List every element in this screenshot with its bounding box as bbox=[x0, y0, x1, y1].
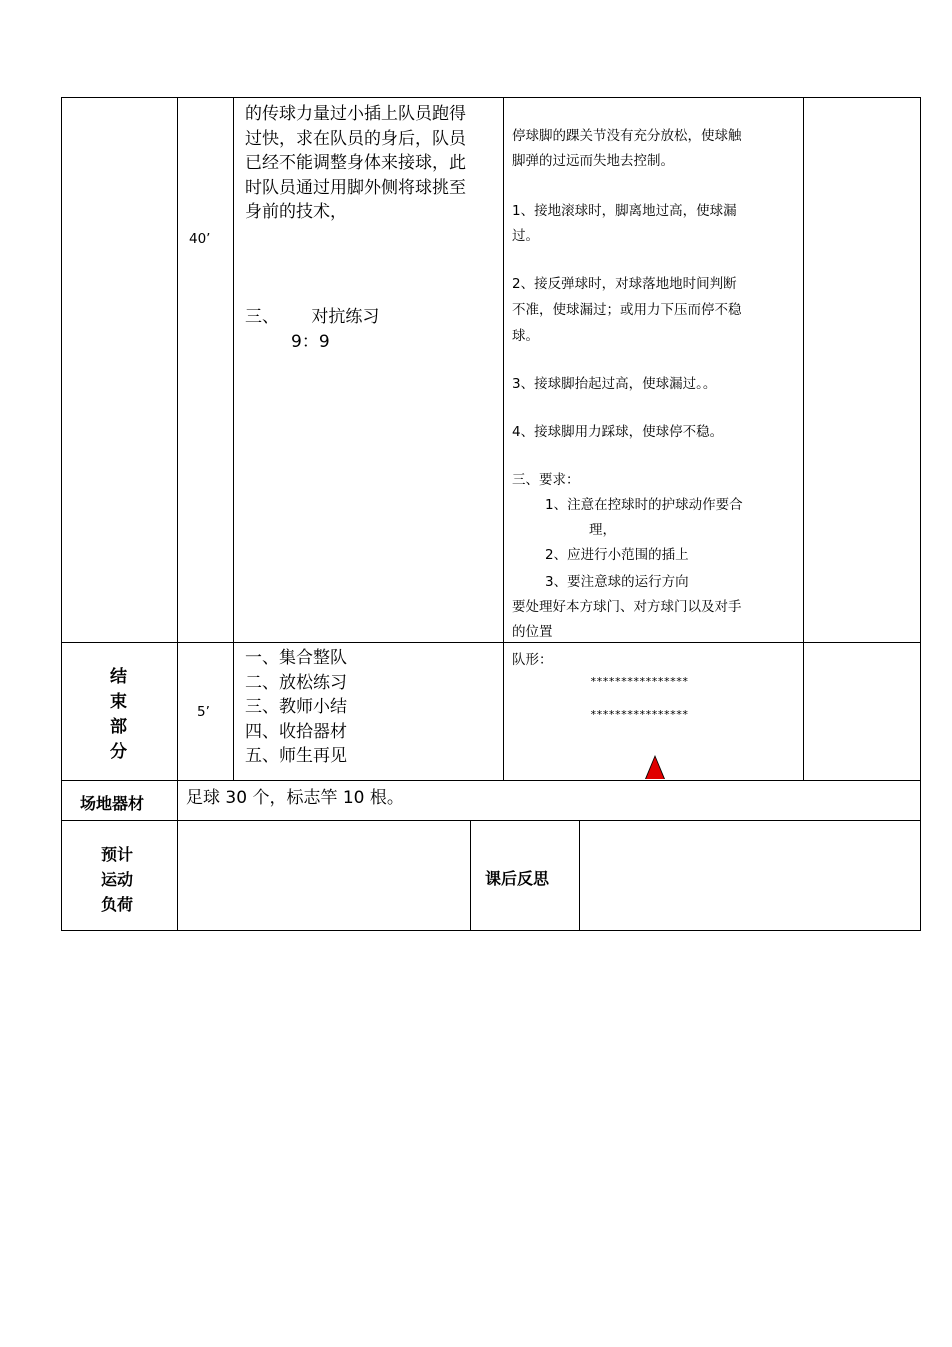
formation-label: 队形： bbox=[512, 652, 553, 668]
note-line: 的位置 bbox=[512, 624, 553, 640]
formation-row: **************** bbox=[590, 675, 688, 688]
end-item: 四、收拾器材 bbox=[245, 721, 347, 742]
end-item: 三、教师小结 bbox=[245, 697, 347, 717]
end-item: 五、师生再见 bbox=[245, 746, 347, 766]
note-line: 2、接反弹球时，对球落地地时间判断 bbox=[512, 276, 737, 292]
content-line: 的传球力量过小插上队员跑得 bbox=[245, 104, 466, 124]
end-label-char: 束 bbox=[110, 692, 127, 712]
note-line: 不准，使球漏过；或用力下压而停不稳 bbox=[512, 302, 742, 318]
formation-row: **************** bbox=[590, 708, 688, 721]
equipment-label: 场地器材 bbox=[80, 794, 145, 813]
load-label-line: 预计 bbox=[101, 845, 134, 864]
note-line: 1、注意在控球时的护球动作要合 bbox=[545, 497, 743, 513]
note-line: 2、应进行小范围的插上 bbox=[545, 547, 689, 563]
section3-score: 9：9 bbox=[291, 332, 330, 352]
content-line: 过快，求在队员的身后，队员 bbox=[245, 128, 466, 149]
note-line: 1、接地滚球时，脚离地过高，使球漏 bbox=[512, 203, 737, 219]
note-line: 3、接球脚抬起过高，使球漏过。。 bbox=[512, 376, 717, 392]
end-time-cell: 5’ bbox=[197, 704, 210, 720]
end-label-char: 结 bbox=[110, 667, 127, 687]
note-line: 三、要求： bbox=[512, 472, 580, 488]
load-label-line: 负荷 bbox=[101, 895, 134, 914]
section3-title: 三、 对抗练习 bbox=[245, 307, 380, 327]
note-line: 要处理好本方球门、对方球门以及对手 bbox=[512, 599, 742, 615]
end-item: 二、放松练习 bbox=[245, 672, 347, 693]
note-line: 3、要注意球的运行方向 bbox=[545, 574, 689, 590]
end-item: 一、集合整队 bbox=[245, 648, 347, 668]
main-time-cell: 40’ bbox=[189, 231, 211, 247]
reflection-label: 课后反思 bbox=[485, 869, 550, 888]
content-line: 已经不能调整身体来接球，此 bbox=[245, 153, 466, 173]
note-line: 理， bbox=[589, 522, 616, 538]
note-line: 过。 bbox=[512, 228, 539, 244]
note-line: 脚弹的过远而失地去控制。 bbox=[512, 153, 674, 169]
end-label-char: 分 bbox=[110, 742, 127, 762]
content-line: 身前的技术， bbox=[245, 202, 347, 222]
note-line: 停球脚的踝关节没有充分放松，使球触 bbox=[512, 128, 742, 144]
content-line: 时队员通过用脚外侧将球挑至 bbox=[245, 177, 466, 198]
load-label-line: 运动 bbox=[101, 870, 134, 889]
teacher-marker-icon bbox=[646, 757, 664, 779]
equipment-value: 足球 30 个，标志竿 10 根。 bbox=[186, 788, 404, 808]
note-line: 4、接球脚用力踩球，使球停不稳。 bbox=[512, 424, 724, 440]
end-label-char: 部 bbox=[110, 717, 127, 737]
note-line: 球。 bbox=[512, 328, 539, 344]
